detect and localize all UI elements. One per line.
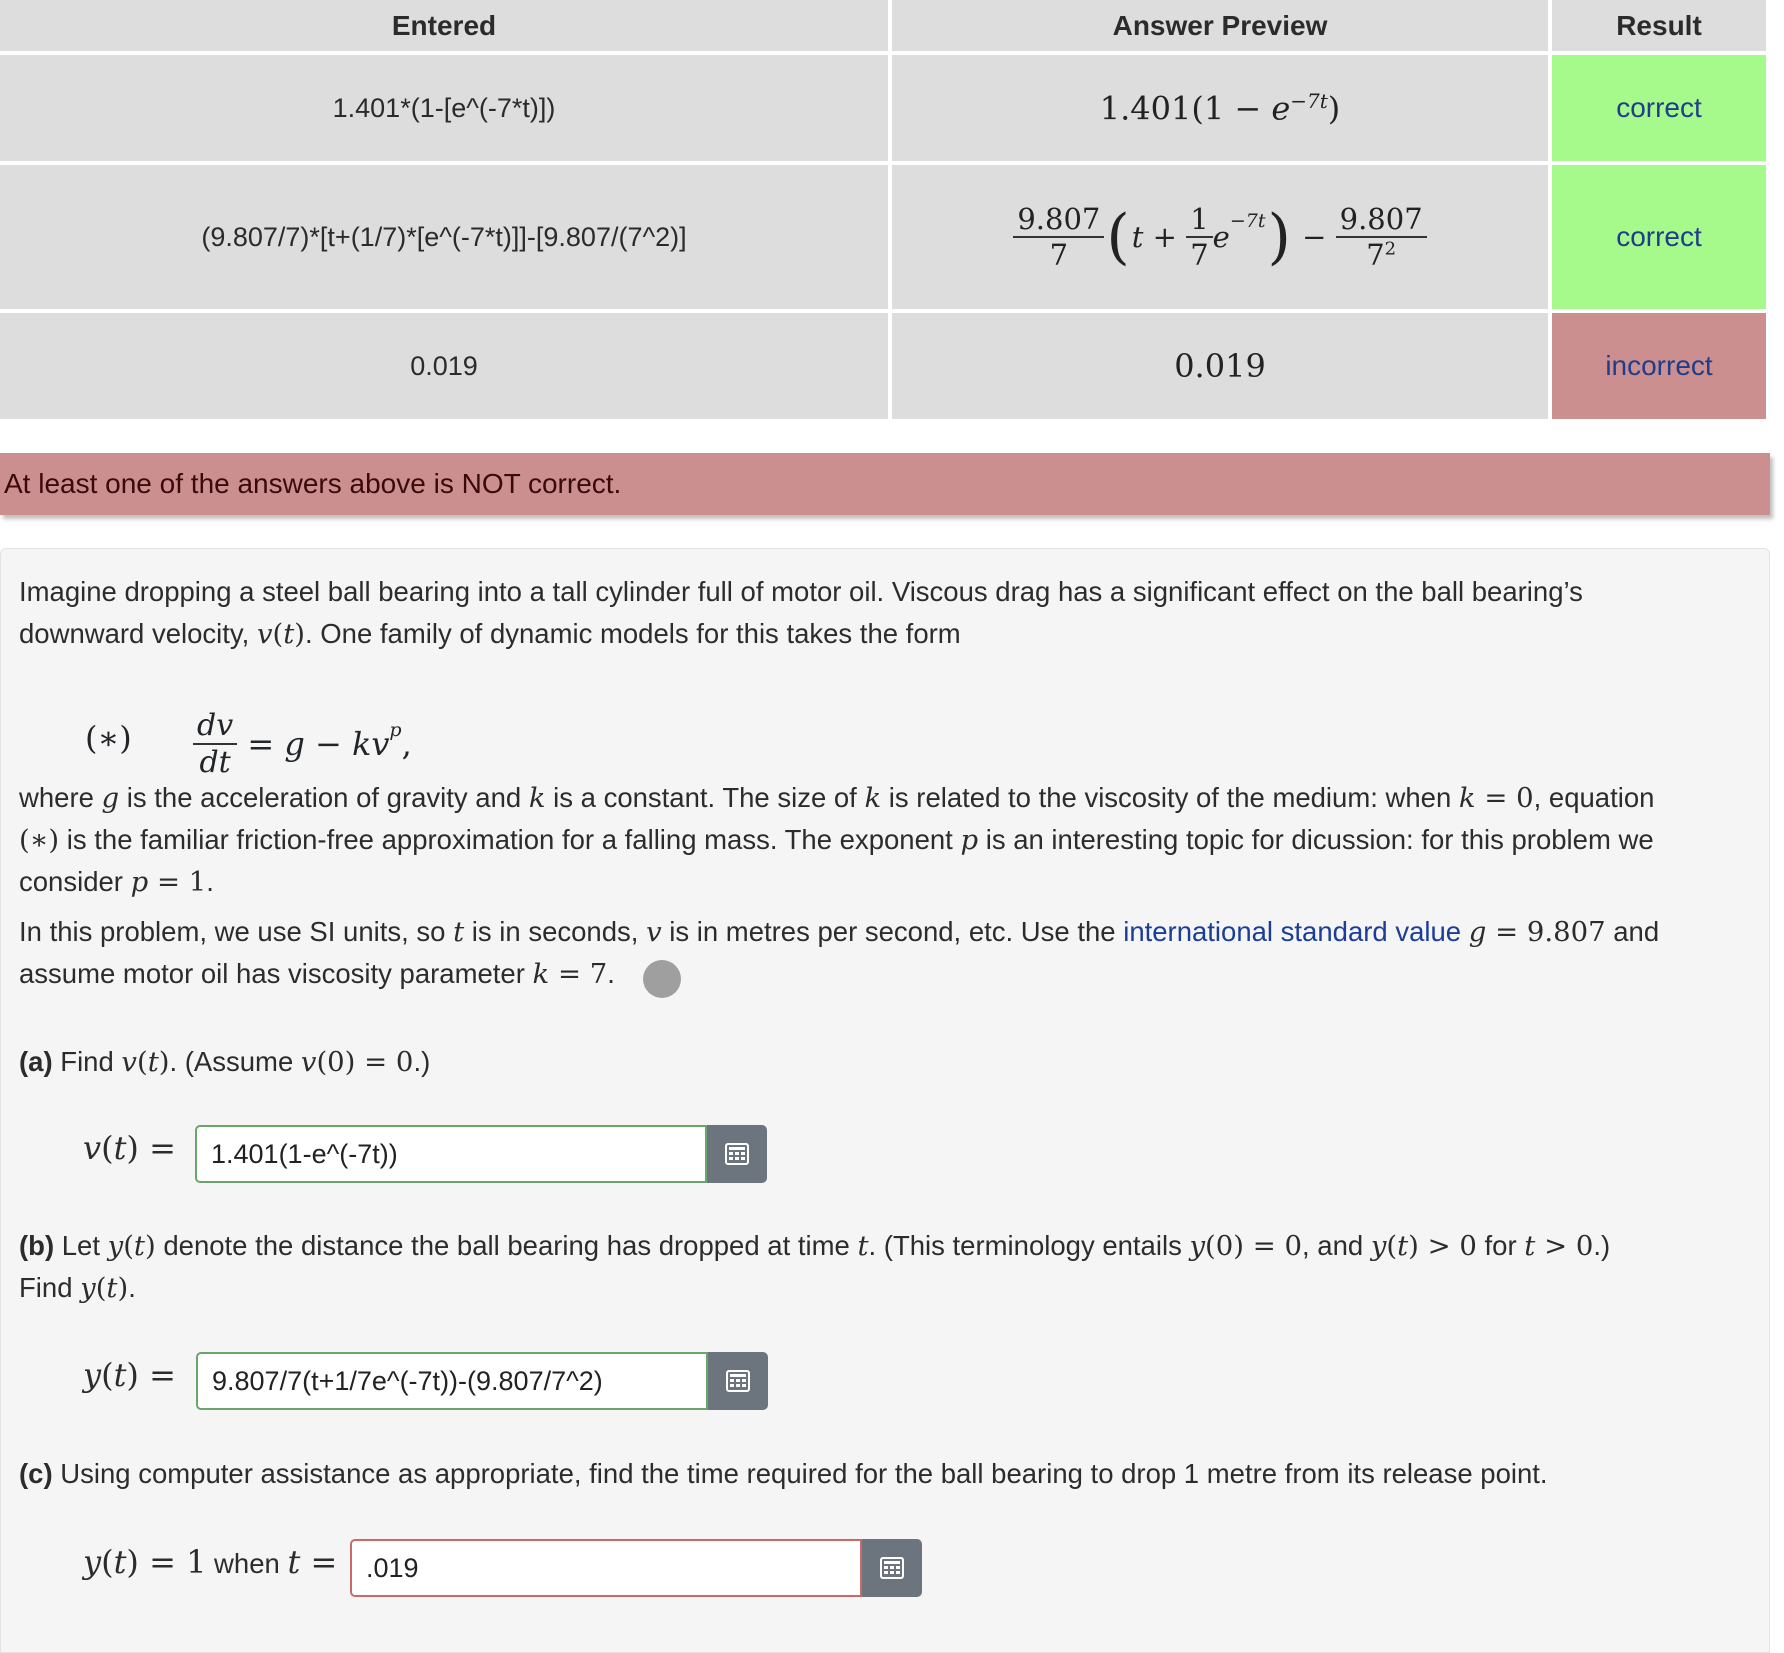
part-b-find: Find [19,1272,81,1303]
problem-panel: Imagine dropping a steel ball bearing into a tall cylinder full of motor oil. Viscous drag has a significant effect on the ball bearing’s downward velocity, v(t). One family of dynamic models for this takes the form (∗) $\frac{dv}{dt}$ = g − kv $^p$ , where g is the acceleration of gravity and k is a constant. The size of k is related to the viscosity of the medium: when k = 0, equation (∗) is the familiar friction-free approximation for a falling mass. The exponent p is an interesting topic for dicussion: for this problem we consider p = 1. In this problem, we use SI units, so t is in seconds, v is in metres per second, etc. Use the international standard value g = 9.807 and assume motor oil has viscosity parameter k = 7. (a) Find v(t). (Assume v(0) = 0.) v(t) = 1.401(1-e^(-7t)) (b) Let y(t) denote the distance the ball bearing has dropped at time t. (This terminology entails y(0) = 0, and y(t) > 0 for t > 0.) Find y(t). y(t) = 9.807/7(t+1/7e^(-7t))-(9.807/7^2) (c) Using computer assistance as appropriate, find the time required for the ball bearing to drop 1 metre from its release point. y(t) = 1 when t = .019 [0,548,1770,1653]
where-text-4: is related to the viscosity of the medium: when [881,782,1459,813]
table-row [0,165,1770,309]
part-b-prompt: (b) Let y(t) denote the distance the ball bearing has dropped at time t. (This terminology entails y(0) = 0, and y(t) > 0 for t > 0.) Find y(t). [19,1230,1611,1304]
feedback-alert-text: At least one of the answers above is NOT correct. [4,468,622,499]
units-text-2: is in seconds, [464,916,647,947]
where-text-2: is the acceleration of gravity and [119,782,529,813]
equation-editor-button[interactable] [862,1539,922,1597]
equation-editor-button[interactable] [708,1352,768,1410]
answer-c-input[interactable]: .019 [350,1539,862,1597]
units-text-5: assume motor oil has viscosity parameter [19,958,533,989]
part-a-label: (a) [19,1046,53,1077]
answer-c-label: y(t) = 1 when t = [83,1543,338,1581]
where-text-1: where [19,782,102,813]
calculator-grid-icon [726,1370,750,1392]
header-answer-preview: Answer Preview [892,0,1548,51]
table-row [0,313,1770,419]
problem-intro: Imagine dropping a steel ball bearing into a tall cylinder full of motor oil. Viscous drag has a significant effect on the ball bearing’s downward velocity, v(t). One family of dynamic models for this takes the form [19,576,1583,650]
units-text-1: In this problem, we use SI units, so [19,916,454,947]
header-result: Result [1552,0,1766,51]
where-text-8: consider [19,866,131,897]
where-text-7: is an interesting topic for dicussion: for this problem we [978,824,1654,855]
feedback-alert [0,453,1770,515]
table-row [0,55,1770,161]
problem-units: In this problem, we use SI units, so t is in seconds, v is in metres per second, etc. Use the international standard value g = 9.807 and assume motor oil has viscosity parameter k = 7. [19,916,1660,990]
calculator-grid-icon [725,1143,749,1165]
preview-formula: $1.401(1 - e^{-7t})$ [1099,88,1341,128]
part-b-text-1: Let [54,1230,108,1261]
answer-b-label: y(t) = [83,1356,176,1394]
part-a-prompt: (a) Find v(t). (Assume v(0) = 0.) [19,1046,431,1078]
part-a-text-1: Find [52,1046,122,1077]
answer-preview-cell [892,55,1548,161]
answer-a-label: v(t) = [83,1129,176,1167]
where-text-5: , equation [1533,782,1655,813]
answer-b-input[interactable]: 9.807/7(t+1/7e^(-7t))-(9.807/7^2) [196,1352,708,1410]
part-b-text-3: . (This terminology entails [868,1230,1190,1261]
part-b-text-2: denote the distance the ball bearing has dropped at time [155,1230,858,1261]
answer-preview-cell [892,165,1548,309]
calculator-grid-icon [880,1557,904,1579]
mouse-cursor-indicator [643,960,681,998]
part-a-text-3: .) [413,1046,431,1077]
result-cell: correct [1552,55,1766,161]
part-b-text-4: , and [1302,1230,1371,1261]
intro-line-1: Imagine dropping a steel ball bearing into a tall cylinder full of motor oil. Viscous drag has a significant effect on the ball bearing’s [19,576,1583,607]
preview-formula: $\frac{9.807}{7}$ ( t + $\frac{1}{7}$ e $^{-7t}$ ) − $\frac{9.807}{7^2}$ [1013,202,1426,272]
part-a-text-2: . (Assume [169,1046,301,1077]
entered-cell: (9.807/7)*[t+(1/7)*[e^(-7*t)]]-[9.807/(7^2)] [0,165,888,309]
where-text-3: is a constant. The size of [545,782,865,813]
part-c-text: Using computer assistance as appropriate, find the time required for the ball bearing to drop 1 metre from its release point. [52,1458,1548,1489]
when-text: when [206,1548,288,1579]
header-entered: Entered [0,0,888,51]
units-text-4: and [1605,916,1660,947]
entered-cell: 0.019 [0,313,888,419]
table-header-row [0,0,1770,51]
units-text-3: is in metres per second, etc. Use the [661,916,1124,947]
result-cell: incorrect [1552,313,1766,419]
part-c-label: (c) [19,1458,53,1489]
result-cell: correct [1552,165,1766,309]
part-b-text-5: for [1476,1230,1525,1261]
part-c-prompt [19,1453,1754,1495]
answer-a-input[interactable]: 1.401(1-e^(-7t)) [195,1125,707,1183]
part-b-text-6: .) [1593,1230,1611,1261]
intro-line-2b: . One family of dynamic models for this takes the form [305,618,961,649]
equation-editor-button[interactable] [707,1125,767,1183]
intro-line-2a: downward velocity, [19,618,257,649]
part-b-label: (b) [19,1230,55,1261]
problem-where: where g is the acceleration of gravity and k is a constant. The size of k is related to the viscosity of the medium: when k = 0, equation (∗) is the familiar friction-free approximation for a falling mass. The exponent p is an interesting topic for dicussion: for this problem we consider p = 1. [19,782,1655,898]
where-text-6: is the familiar friction-free approximation for a falling mass. The exponent [59,824,961,855]
international-standard-value-link[interactable]: international standard value [1123,916,1462,947]
entered-cell: 1.401*(1-[e^(-7*t)]) [0,55,888,161]
answer-preview-cell: 0.019 [892,313,1548,419]
